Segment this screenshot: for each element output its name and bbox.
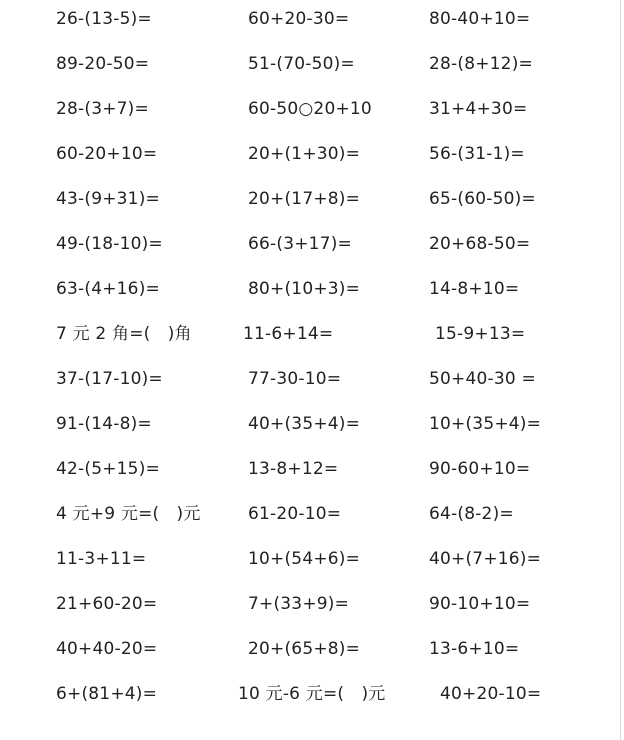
problem-cell: 61-20-10= (248, 504, 342, 524)
problem-cell: 43-(9+31)= (56, 189, 160, 209)
problem-cell: 50+40-30 = (429, 369, 536, 389)
problem-cell: 90-10+10= (429, 594, 531, 614)
problem-cell: 40+(7+16)= (429, 549, 542, 569)
problem-cell: 21+60-20= (56, 594, 158, 614)
problem-cell: 40+40-20= (56, 639, 158, 659)
problem-cell: 10+(35+4)= (429, 414, 542, 434)
problem-cell: 66-(3+17)= (248, 234, 352, 254)
problem-row (0, 364, 620, 394)
problem-cell: 10+(54+6)= (248, 549, 361, 569)
problem-cell: 80+(10+3)= (248, 279, 361, 299)
problem-cell: 26-(13-5)= (56, 9, 152, 29)
problem-row (0, 319, 620, 349)
problem-row (0, 4, 620, 34)
problem-cell: 20+(65+8)= (248, 639, 361, 659)
problem-row (0, 94, 620, 124)
problem-cell: 20+(1+30)= (248, 144, 361, 164)
page-edge-line (620, 0, 621, 740)
problem-row (0, 409, 620, 439)
problem-cell: 42-(5+15)= (56, 459, 160, 479)
problem-row (0, 49, 620, 79)
problem-row (0, 274, 620, 304)
problem-row (0, 139, 620, 169)
problem-cell: 37-(17-10)= (56, 369, 163, 389)
problem-cell: 13-6+10= (429, 639, 520, 659)
problem-cell: 64-(8-2)= (429, 504, 514, 524)
problem-cell: 80-40+10= (429, 9, 531, 29)
problem-cell: 4 元+9 元=( )元 (56, 504, 201, 524)
problem-cell: 28-(8+12)= (429, 54, 533, 74)
problem-cell: 6+(81+4)= (56, 684, 158, 704)
problem-row (0, 229, 620, 259)
problem-cell: 77-30-10= (248, 369, 342, 389)
problem-cell: 28-(3+7)= (56, 99, 149, 119)
problem-cell: 14-8+10= (429, 279, 520, 299)
problem-cell: 40+(35+4)= (248, 414, 361, 434)
problem-cell: 31+4+30= (429, 99, 528, 119)
problem-row (0, 499, 620, 529)
problem-cell: 60+20-30= (248, 9, 350, 29)
problem-cell: 13-8+12= (248, 459, 339, 479)
problem-cell: 15-9+13= (435, 324, 526, 344)
problem-cell: 60-20+10= (56, 144, 158, 164)
problem-cell: 7 元 2 角=( )角 (56, 324, 192, 344)
problem-row (0, 634, 620, 664)
problem-cell: 89-20-50= (56, 54, 150, 74)
problem-cell: 10 元-6 元=( )元 (238, 684, 386, 704)
problem-cell: 49-(18-10)= (56, 234, 163, 254)
problem-cell: 51-(70-50)= (248, 54, 355, 74)
problem-cell: 90-60+10= (429, 459, 531, 479)
problem-cell: 11-6+14= (243, 324, 334, 344)
problem-row (0, 544, 620, 574)
problem-cell: 20+(17+8)= (248, 189, 361, 209)
problem-cell: 11-3+11= (56, 549, 147, 569)
problem-cell: 7+(33+9)= (248, 594, 350, 614)
problem-row (0, 184, 620, 214)
problem-cell: 91-(14-8)= (56, 414, 152, 434)
problem-cell: 56-(31-1)= (429, 144, 525, 164)
problem-row (0, 454, 620, 484)
problem-cell: 63-(4+16)= (56, 279, 160, 299)
problem-cell: 40+20-10= (440, 684, 542, 704)
problem-cell: 65-(60-50)= (429, 189, 536, 209)
problem-cell: 20+68-50= (429, 234, 531, 254)
problem-row (0, 589, 620, 619)
problem-cell: 60-50○20+10 (248, 99, 372, 119)
problem-row (0, 679, 620, 709)
